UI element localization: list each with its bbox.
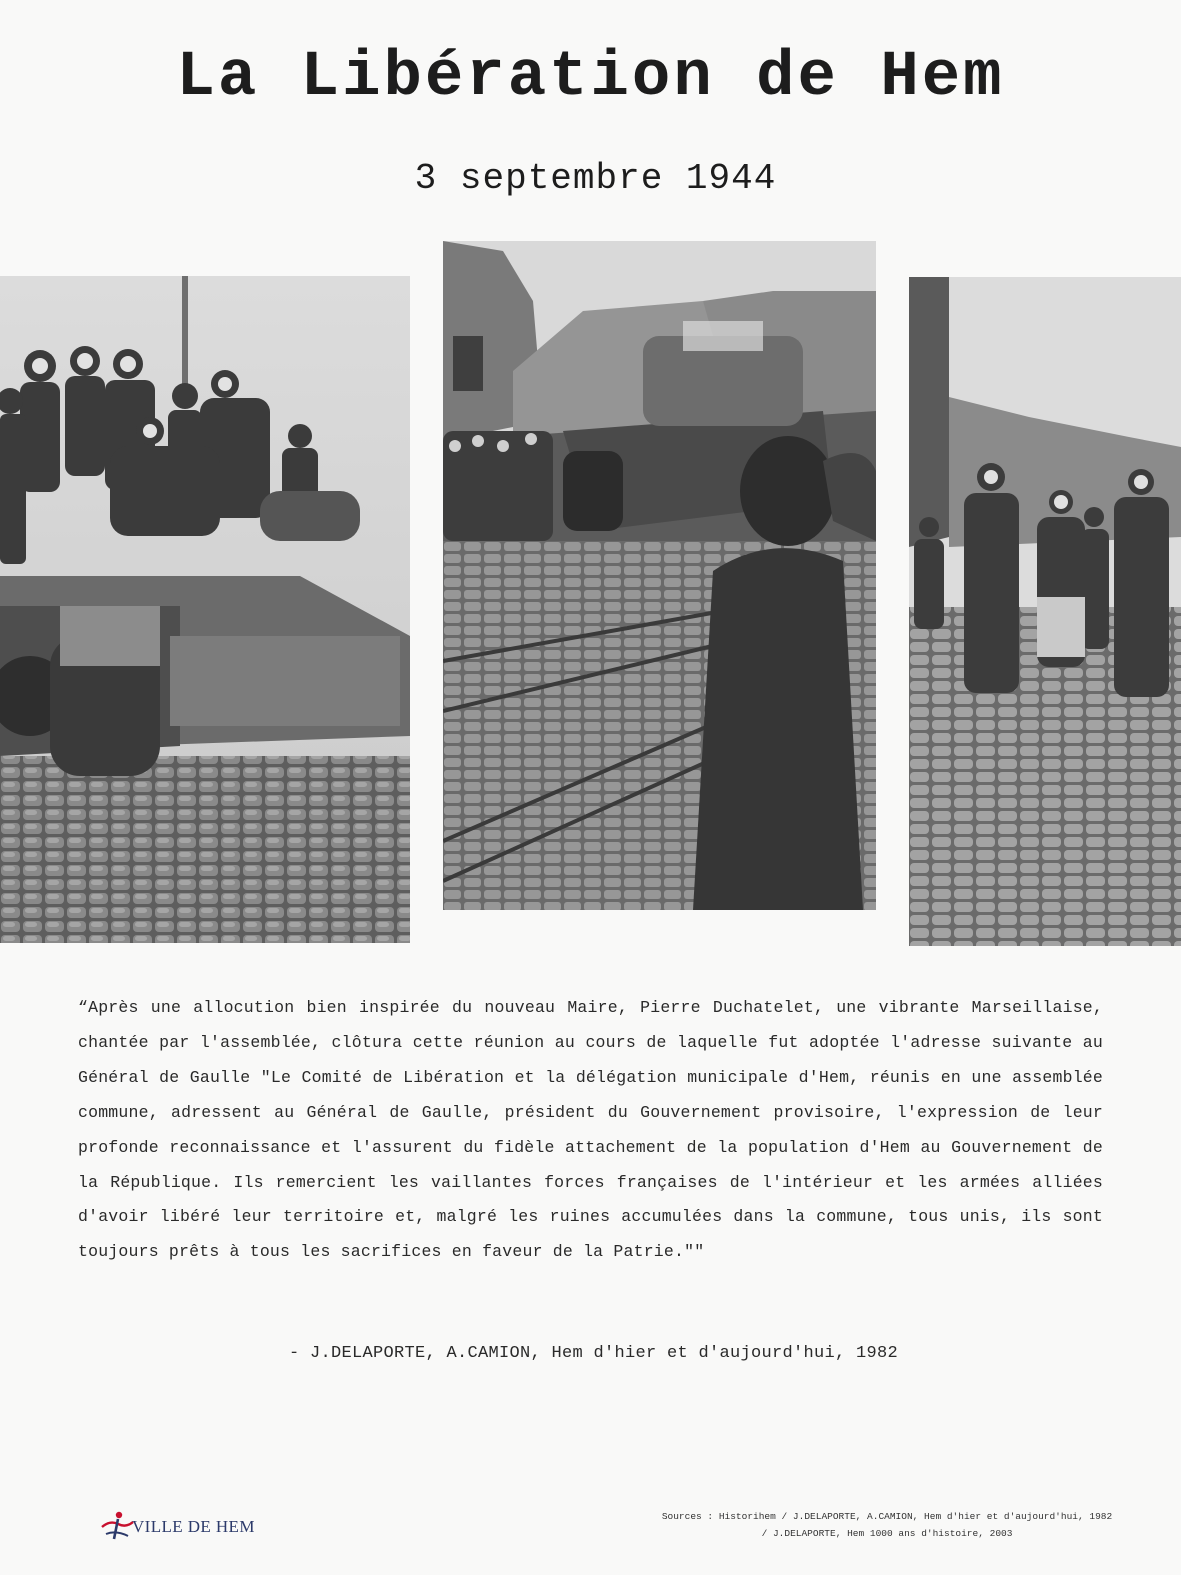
photo-crowd-walking — [909, 277, 1181, 946]
sources-note — [627, 1508, 1147, 1542]
quote-attribution: - J.DELAPORTE, A.CAMION, Hem d'hier et d'aujourd'hui, 1982 — [288, 1344, 899, 1363]
page-title: La Libération de Hem — [176, 42, 1005, 114]
sources-line-1: Sources : Historihem / J.DELAPORTE, A.CAMION, Hem d'hier et d'aujourd'hui, 1982 — [661, 1511, 1113, 1522]
page-subtitle-date: 3 septembre 1944 — [414, 158, 777, 199]
ville-de-hem-logo — [100, 1510, 255, 1540]
photo-tank-with-crowd — [0, 276, 410, 943]
sources-line-2: / J.DELAPORTE, Hem 1000 ans d'histoire, 2003 — [761, 1528, 1013, 1539]
ville-de-hem-logo-icon — [100, 1510, 134, 1540]
quote-text: “Après une allocution bien inspirée du nouveau Maire, Pierre Duchatelet, une vibrante Marseillaise, chantée par l'assemblée, clôtura cette réunion au cours de laquelle fut adoptée l'adresse suivante au Général de Gaulle "Le Comité de Libération et la délégation municipale d'Hem, réunis en une assemblée commune, adressent au Général de Gaulle, président du Gouvernement provisoire, l'expression de leur profonde reconnaissance et l'assurent du fidèle attachement de la population d'Hem au Gouvernement de la République. Ils remercient les vaillantes forces françaises de l'intérieur et les armées alliées d'avoir libéré leur territoire et, malgré les ruines accumulées dans la commune, tous unis, ils sont toujours prêts à tous les sacrifices en faveur de la Patrie."" — [78, 998, 1103, 1262]
photo-tank-street-boy — [443, 241, 876, 910]
logo-text: VILLE DE HEM — [132, 1517, 255, 1536]
